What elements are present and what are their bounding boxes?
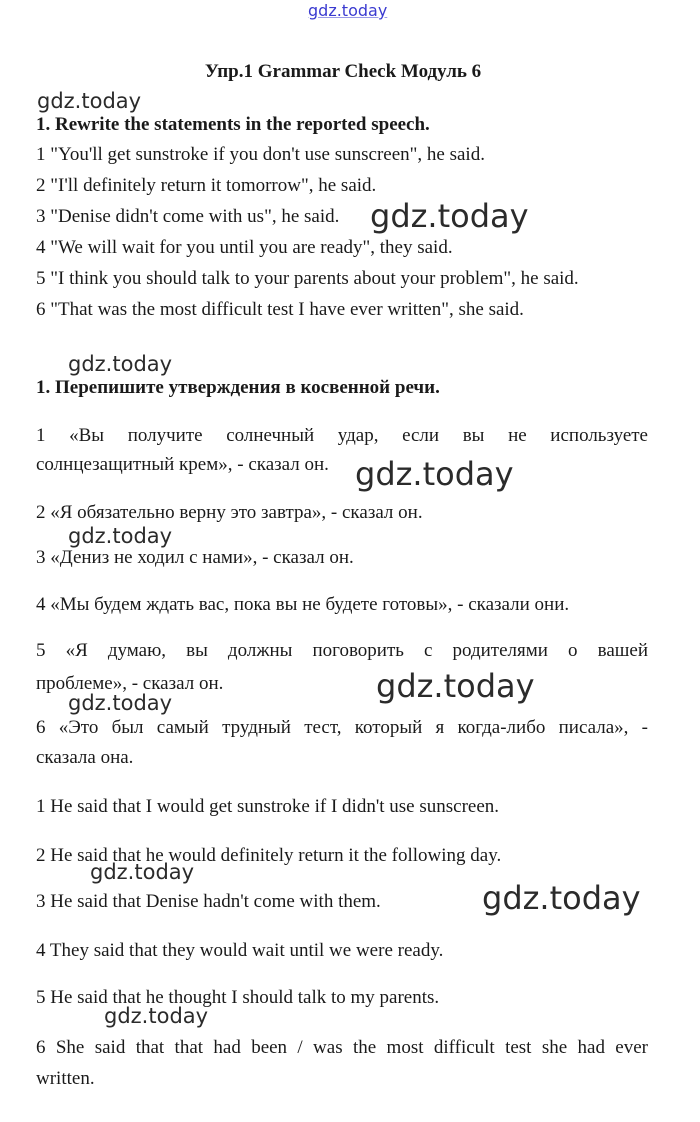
section-ru-heading: 1. Перепишите утверждения в косвенной речи. xyxy=(36,377,440,398)
watermark: gdz.today xyxy=(68,352,173,376)
ru-item-3: 3 «Дениз не ходил с нами», - сказал он. xyxy=(36,547,354,568)
ru-item-2: 2 «Я обязательно верну это завтра», - сказал он. xyxy=(36,502,423,523)
statement-1: 1 "You'll get sunstroke if you don't use sunscreen", he said. xyxy=(36,144,485,165)
watermark: gdz.today xyxy=(355,455,514,493)
statement-5: 5 "I think you should talk to your parents about your problem", he said. xyxy=(36,268,579,289)
answer-1: 1 He said that I would get sunstroke if I didn't use sunscreen. xyxy=(36,796,500,817)
statement-2: 2 "I'll definitely return it tomorrow", he said. xyxy=(36,175,377,196)
ru-item-1-line-1: 1 «Вы получите солнечный удар, если вы не используете xyxy=(36,425,648,446)
watermark: gdz.today xyxy=(68,524,173,548)
ru-item-5-line-1: 5 «Я думаю, вы должны поговорить с родителями о вашей xyxy=(36,640,648,661)
ru-item-6-line-2: сказала она. xyxy=(36,747,134,768)
answer-6-line-1: 6 She said that that had been / was the most difficult test she had ever xyxy=(36,1037,648,1058)
answer-6-line-2: written. xyxy=(36,1068,95,1089)
statement-4: 4 "We will wait for you until you are ready", they said. xyxy=(36,237,453,258)
watermark: gdz.today xyxy=(482,879,641,917)
watermark: gdz.today xyxy=(90,860,195,884)
ru-item-1-line-2: солнцезащитный крем», - сказал он. xyxy=(36,454,329,475)
watermark: gdz.today xyxy=(37,89,142,113)
answer-2: 2 He said that he would definitely return it the following day. xyxy=(36,845,502,866)
ru-item-6-line-1: 6 «Это был самый трудный тест, который я когда-либо писала», - xyxy=(36,717,648,738)
watermark: gdz.today xyxy=(68,691,173,715)
page-title: Упр.1 Grammar Check Модуль 6 xyxy=(204,61,482,82)
answer-5: 5 He said that he thought I should talk to my parents. xyxy=(36,987,440,1008)
watermark-top: gdz.today xyxy=(308,1,388,20)
watermark: gdz.today xyxy=(104,1004,209,1028)
watermark: gdz.today xyxy=(370,197,529,235)
section-en-heading: 1. Rewrite the statements in the reported speech. xyxy=(36,114,430,135)
ru-item-4: 4 «Мы будем ждать вас, пока вы не будете готовы», - сказали они. xyxy=(36,594,570,615)
ru-item-5-line-2: проблеме», - сказал он. xyxy=(36,673,224,694)
answer-4: 4 They said that they would wait until we were ready. xyxy=(36,940,444,961)
statement-3: 3 "Denise didn't come with us", he said. xyxy=(36,206,340,227)
statement-6: 6 "That was the most difficult test I have ever written", she said. xyxy=(36,299,524,320)
watermark: gdz.today xyxy=(376,667,535,705)
answer-3: 3 He said that Denise hadn't come with them. xyxy=(36,891,381,912)
